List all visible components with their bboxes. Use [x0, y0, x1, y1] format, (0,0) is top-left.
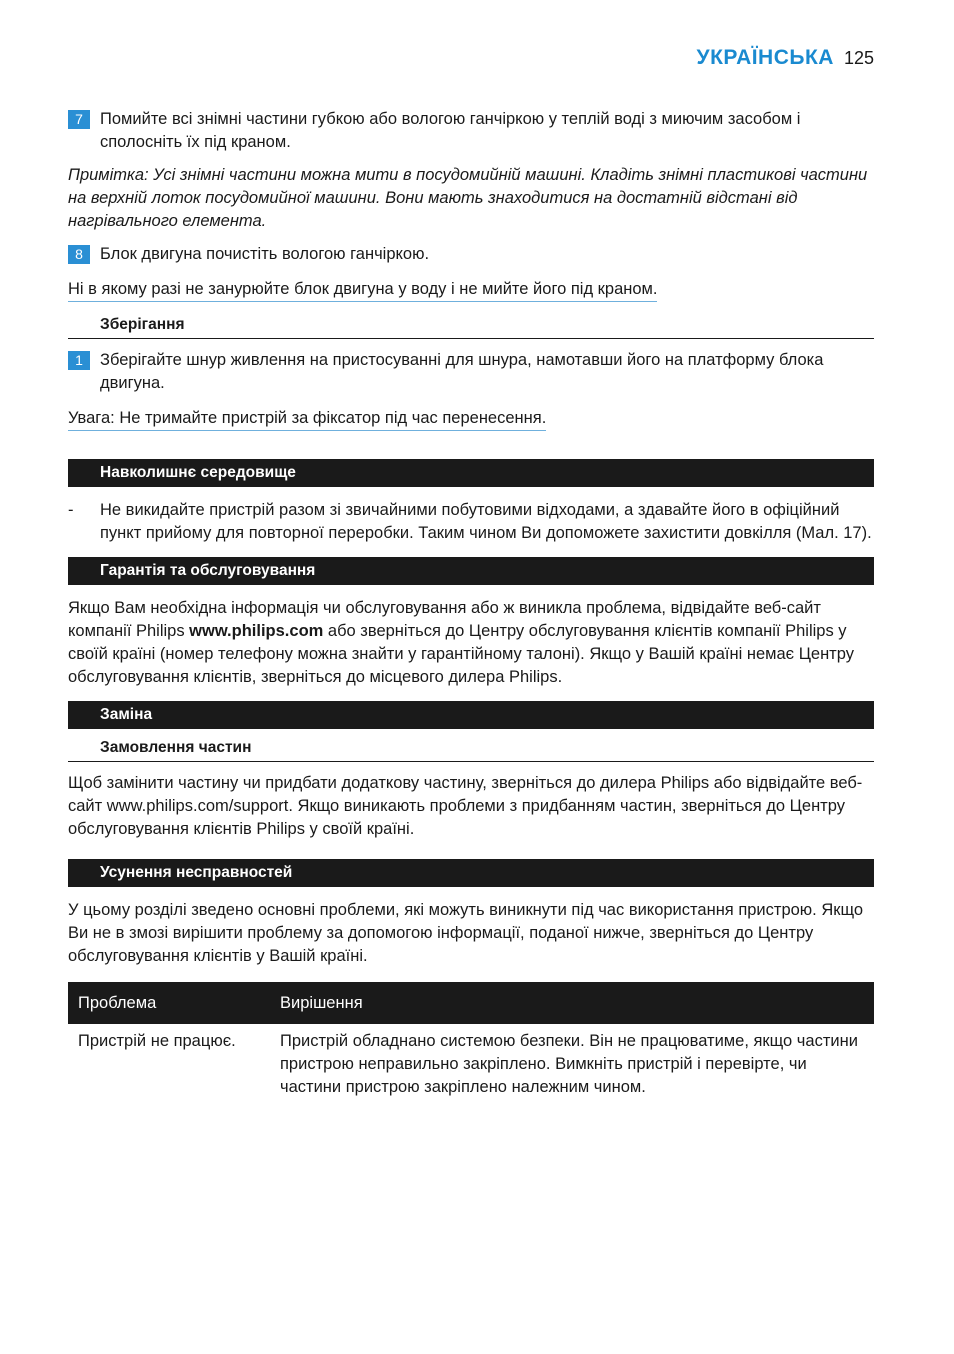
solution-cell: Пристрій обладнано системою безпеки. Він не працюватиме, якщо частини пристрою неправильно закріплено. Вимкніть пристрій і перевірте, чи частини пристрою закріплено належним чином. [280, 1032, 858, 1096]
step-number-badge: 1 [68, 351, 90, 370]
caution-carrying: Увага: Не тримайте пристрій за фіксатор під час перенесення. [68, 407, 546, 431]
step-7 [68, 108, 874, 154]
step-text: Помийте всі знімні частини губкою або вологою ганчіркою у теплій воді з миючим засобом і сполосніть їх під краном. [100, 110, 801, 151]
bullet-dash: - [68, 501, 74, 519]
environment-text: Не викидайте пристрій разом зі звичайними побутовими відходами, а здавайте його в офіційний пункт прийому для повторної переробки. Таким чином Ви допоможете захистити довкілля (Мал. 17). [100, 501, 872, 542]
guarantee-text: Якщо Вам необхідна інформація чи обслуговування або ж виникла проблема, відвідайте веб-сайт компанії Philips www.philips.com або зверніться до Центру обслуговування клієнтів компанії Philips у своїй країні (номер телефону можна знайти у гарантійному талоні). Якщо у Вашій країні немає Центру обслуговування клієнтів, зверніться до місцевого дилера Philips. [68, 599, 854, 686]
section-environment-title: Навколишнє середовище [68, 459, 874, 487]
troubleshooting-text: У цьому розділі зведено основні проблеми, які можуть виникнути під час використання пристрою. Якщо Ви не в змозі вирішити проблему за допомогою інформації, поданої нижче, зверніться до Центру обслуговування клієнтів у Вашій країні. [68, 901, 864, 965]
section-replacement-title: Заміна [68, 701, 874, 729]
replacement-text: Щоб замінити частину чи придбати додаткову частину, зверніться до дилера Philips або відвідайте веб-сайт www.philips.com/support. Якщо виникають проблеми з придбанням частин, зверніться до Центру обслуговування клієнтів Philips у своїй країні. [68, 774, 863, 838]
problem-cell: Пристрій не працює. [78, 1032, 236, 1050]
language-title: УКРАЇНСЬКА [696, 46, 834, 69]
troubleshooting-table [68, 982, 874, 1105]
page-content [68, 108, 874, 1105]
page-number: 125 [843, 48, 874, 68]
environment-bullet [68, 499, 874, 545]
step-text: Зберігайте шнур живлення на пристосуванні для шнура, намотавши його на платформу блока двигуна. [100, 351, 824, 392]
step-number-badge: 8 [68, 245, 90, 264]
step-8 [68, 243, 874, 266]
philips-website-link[interactable]: www.philips.com [189, 622, 324, 640]
section-troubleshooting-title: Усунення несправностей [68, 859, 874, 887]
warning-motor-unit: Ні в якому разі не занурюйте блок двигуна у воду і не мийте його під краном. [68, 278, 657, 302]
section-guarantee-title: Гарантія та обслуговування [68, 557, 874, 585]
ordering-parts-title: Замовлення частин [68, 735, 874, 762]
table-header-row [68, 982, 874, 1024]
section-storage-title: Зберігання [68, 312, 874, 339]
note-dishwasher: Примітка: Усі знімні частини можна мити в посудомийній машині. Кладіть знімні пластикові частини на верхній лоток посудомийної машини. Вони мають знаходитися на достатній відстані від нагрівального елемента. [68, 166, 868, 230]
step-text: Блок двигуна почистіть вологою ганчіркою. [100, 245, 430, 263]
column-header-problem: Проблема [68, 982, 270, 1024]
step-number-badge: 7 [68, 110, 90, 129]
table-row [68, 1024, 874, 1105]
page-header [697, 46, 874, 70]
storage-step-1 [68, 349, 874, 395]
column-header-solution: Вирішення [270, 982, 874, 1024]
